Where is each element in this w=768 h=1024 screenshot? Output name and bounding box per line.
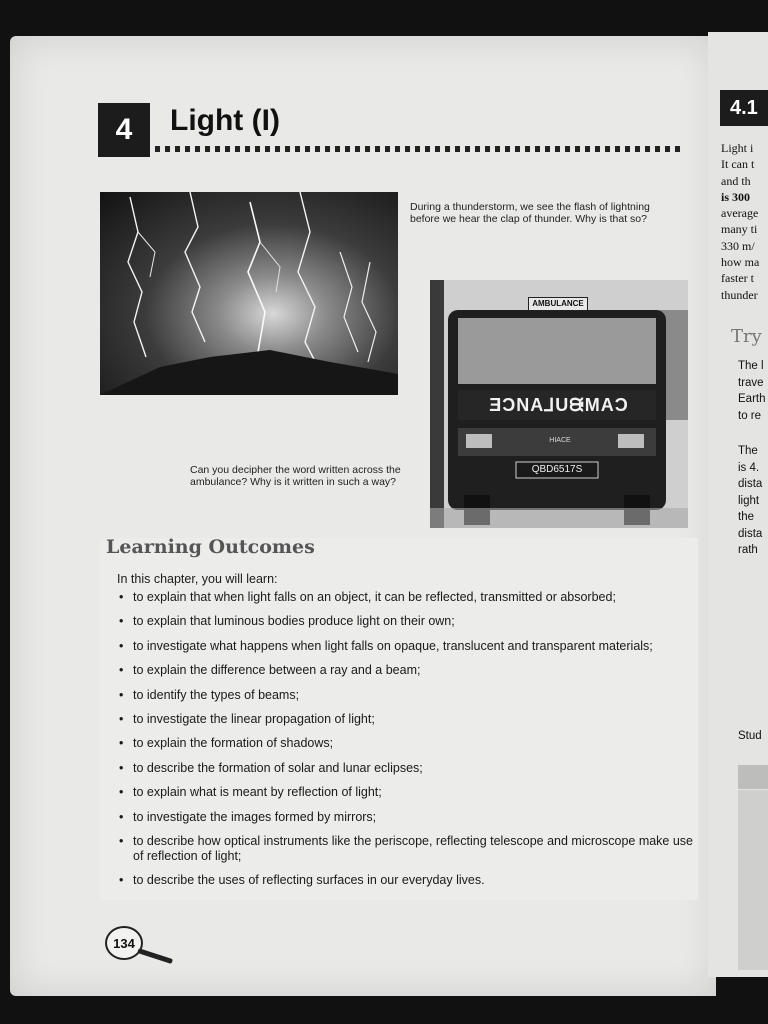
ambulance-roof-sign: AMBULANCE <box>528 297 588 311</box>
list-item: • to investigate the linear propagation of light; <box>117 712 697 727</box>
ambulance-plate: QBD6517S <box>531 464 583 475</box>
list-item: • to investigate the images formed by mirrors; <box>117 810 697 825</box>
ambulance-mirrored-text: ƎƆNA⅃UᙠMAƆ <box>489 395 629 415</box>
right-page-grey-panel <box>738 790 768 970</box>
ambulance-photo <box>430 280 688 528</box>
section-number-box: 4.1 <box>720 90 768 126</box>
list-item: • to describe the formation of solar and lunar eclipses; <box>117 761 697 776</box>
list-item: • to describe how optical instruments like the periscope, reflecting telescope and microscope make use of reflection of light; <box>117 834 697 864</box>
right-page-text-3: The is 4. dista light the dista rath <box>738 445 763 556</box>
list-item: • to explain the formation of shadows; <box>117 736 697 751</box>
lightning-bolts <box>100 192 398 395</box>
right-page-study-text: Stud <box>738 730 762 742</box>
right-page-grey-box <box>738 765 768 789</box>
learning-outcomes-heading: Learning Outcomes <box>106 536 315 558</box>
right-page-text-2: The l trave Earth to re <box>738 360 766 422</box>
learning-outcomes-list <box>117 590 697 898</box>
right-page-text: Light i It can t and th is 300 average many ti 330 m/ how ma faster t thunder <box>721 141 760 302</box>
page-number: 134 <box>105 926 143 960</box>
learning-outcomes-intro: In this chapter, you will learn: <box>117 572 278 586</box>
try-heading: Try <box>731 326 762 347</box>
ambulance-badge: HIACE <box>549 437 571 444</box>
list-item: • to explain the difference between a ray and a beam; <box>117 663 697 678</box>
list-item: • to explain that luminous bodies produce light on their own; <box>117 614 697 629</box>
chapter-number-box: 4 <box>98 103 150 157</box>
list-item: • to explain what is meant by reflection of light; <box>117 785 697 800</box>
lightning-caption: During a thunderstorm, we see the flash of lightning before we hear the clap of thunder. Why is that so? <box>410 201 650 225</box>
dotted-rule <box>155 146 685 152</box>
list-item: • to identify the types of beams; <box>117 688 697 703</box>
list-item: • to explain that when light falls on an object, it can be reflected, transmitted or absorbed; <box>117 590 697 605</box>
lightning-photo <box>100 192 398 395</box>
chapter-title: Light (I) <box>170 104 280 137</box>
list-item: • to investigate what happens when light falls on opaque, translucent and transparent materials; <box>117 639 697 654</box>
ambulance-caption: Can you decipher the word written across the ambulance? Why is it written in such a way? <box>190 464 401 488</box>
list-item: • to describe the uses of reflecting surfaces in our everyday lives. <box>117 873 697 888</box>
